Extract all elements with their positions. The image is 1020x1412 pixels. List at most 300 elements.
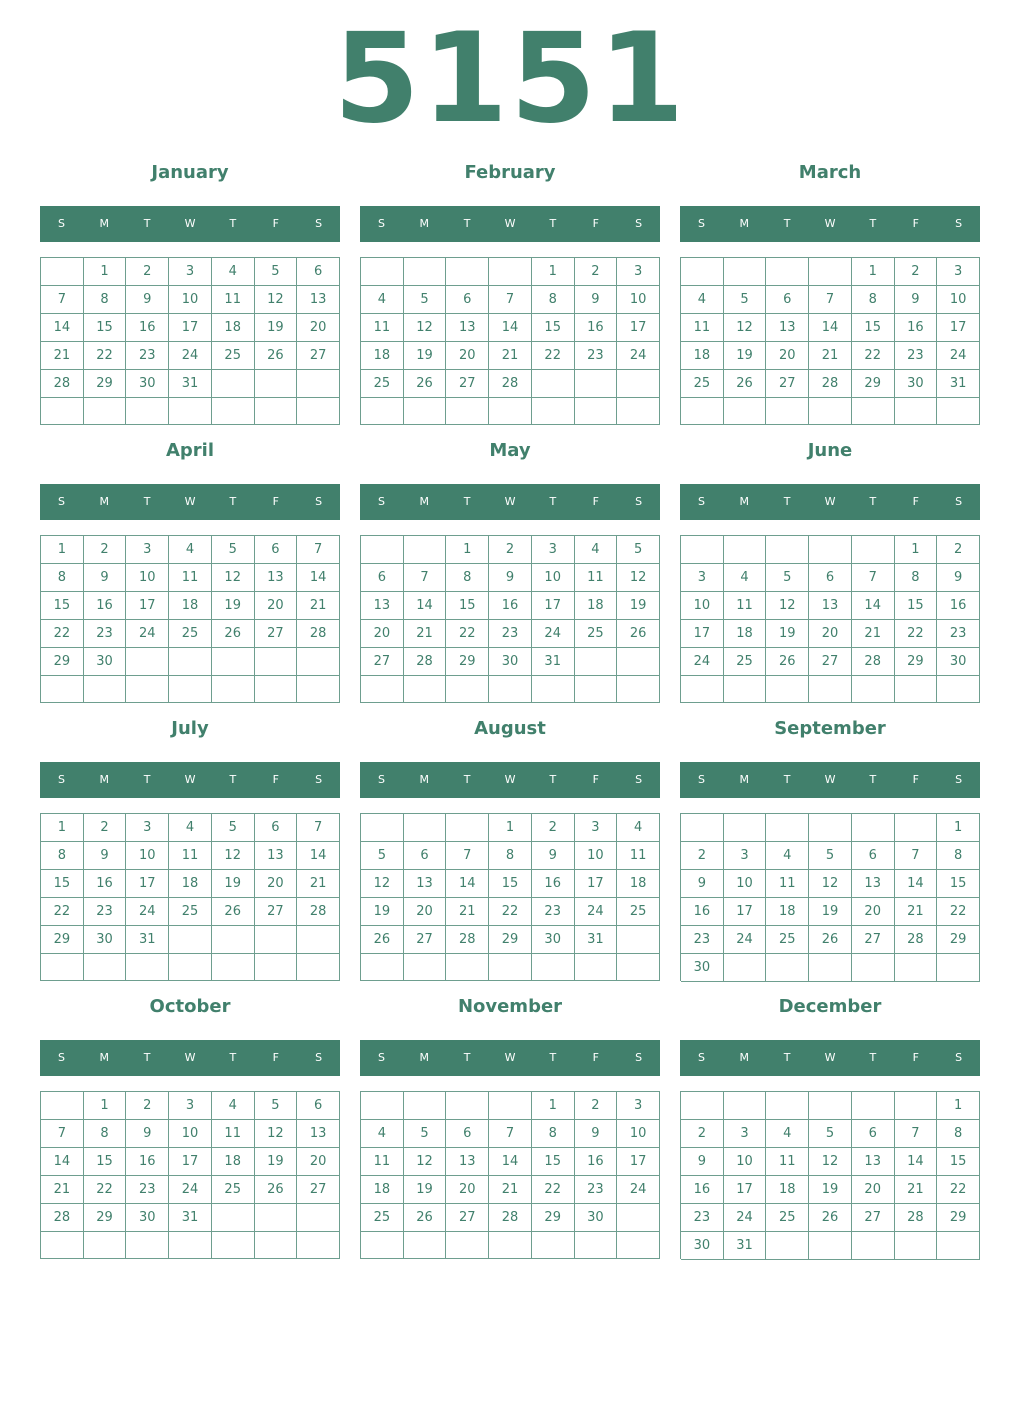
empty-day-cell — [212, 676, 255, 703]
empty-day-cell — [297, 370, 340, 398]
empty-day-cell — [126, 676, 169, 703]
day-cell: 9 — [489, 564, 532, 592]
day-cell: 6 — [297, 258, 340, 286]
day-cell: 21 — [404, 620, 447, 648]
day-cell: 6 — [255, 536, 298, 564]
month-name: July — [171, 718, 209, 739]
empty-day-cell — [361, 1232, 404, 1259]
day-cell: 12 — [809, 870, 852, 898]
day-cell: 17 — [937, 314, 980, 342]
empty-day-cell — [724, 536, 767, 564]
day-cell: 7 — [404, 564, 447, 592]
day-cell: 17 — [724, 1176, 767, 1204]
weekday-label: W — [824, 1051, 836, 1064]
empty-day-cell — [404, 676, 447, 703]
empty-day-cell — [617, 1232, 660, 1259]
empty-day-cell — [297, 648, 340, 676]
day-cell: 29 — [937, 926, 980, 954]
day-grid — [680, 1091, 980, 1259]
day-cell: 3 — [169, 1092, 212, 1120]
day-cell: 14 — [297, 564, 340, 592]
day-cell: 11 — [169, 564, 212, 592]
weekday-label: T — [229, 495, 237, 508]
day-cell: 4 — [724, 564, 767, 592]
day-cell: 21 — [489, 342, 532, 370]
day-cell: 17 — [126, 592, 169, 620]
weekday-label: F — [592, 1051, 599, 1064]
day-cell: 27 — [297, 342, 340, 370]
empty-day-cell — [255, 676, 298, 703]
day-cell: 25 — [361, 370, 404, 398]
weekday-label: S — [697, 217, 705, 230]
weekday-label: M — [739, 773, 750, 786]
day-cell: 12 — [361, 870, 404, 898]
empty-day-cell — [446, 676, 489, 703]
day-cell: 12 — [724, 314, 767, 342]
day-cell: 6 — [404, 842, 447, 870]
weekday-label: F — [592, 773, 599, 786]
day-cell: 22 — [852, 342, 895, 370]
day-cell: 4 — [617, 814, 660, 842]
weekday-label: S — [377, 495, 385, 508]
weekday-header — [40, 206, 340, 242]
day-cell: 12 — [255, 286, 298, 314]
weekday-label: F — [912, 773, 919, 786]
day-cell: 26 — [212, 620, 255, 648]
day-cell: 23 — [84, 620, 127, 648]
day-cell: 18 — [169, 592, 212, 620]
empty-day-cell — [575, 370, 618, 398]
day-cell: 1 — [446, 536, 489, 564]
empty-day-cell — [489, 398, 532, 425]
day-cell: 24 — [532, 620, 575, 648]
empty-day-cell — [575, 676, 618, 703]
day-cell: 26 — [809, 1204, 852, 1232]
day-cell: 23 — [575, 1176, 618, 1204]
weekday-label: M — [99, 1051, 110, 1064]
empty-day-cell — [617, 398, 660, 425]
weekday-label: M — [99, 773, 110, 786]
day-cell: 31 — [169, 1204, 212, 1232]
day-cell: 29 — [895, 648, 938, 676]
day-cell: 22 — [532, 342, 575, 370]
empty-day-cell — [766, 954, 809, 982]
empty-day-cell — [84, 1232, 127, 1259]
day-cell: 19 — [724, 342, 767, 370]
day-cell: 19 — [361, 898, 404, 926]
month-name: December — [778, 996, 882, 1017]
day-cell: 13 — [404, 870, 447, 898]
day-cell: 1 — [489, 814, 532, 842]
day-cell: 23 — [532, 898, 575, 926]
weekday-label: S — [697, 773, 705, 786]
empty-day-cell — [809, 676, 852, 703]
day-cell: 15 — [852, 314, 895, 342]
month-name: September — [774, 718, 886, 739]
day-cell: 1 — [84, 258, 127, 286]
empty-day-cell — [681, 536, 724, 564]
month-name: August — [474, 718, 546, 739]
day-cell: 3 — [724, 1120, 767, 1148]
empty-day-cell — [255, 398, 298, 425]
empty-day-cell — [255, 926, 298, 954]
day-cell: 11 — [212, 286, 255, 314]
day-cell: 20 — [297, 314, 340, 342]
weekday-label: T — [463, 217, 471, 230]
day-cell: 19 — [617, 592, 660, 620]
day-cell: 13 — [361, 592, 404, 620]
weekday-label: T — [783, 217, 791, 230]
day-cell: 9 — [126, 1120, 169, 1148]
day-cell: 10 — [126, 842, 169, 870]
weekday-header — [680, 762, 980, 798]
day-cell: 16 — [681, 898, 724, 926]
day-cell: 23 — [84, 898, 127, 926]
empty-day-cell — [617, 1204, 660, 1232]
day-cell: 29 — [41, 648, 84, 676]
weekday-label: M — [419, 495, 430, 508]
day-cell: 14 — [489, 314, 532, 342]
day-cell: 25 — [212, 1176, 255, 1204]
day-cell: 26 — [766, 648, 809, 676]
day-cell: 26 — [404, 1204, 447, 1232]
empty-day-cell — [895, 1232, 938, 1260]
day-cell: 9 — [575, 286, 618, 314]
month-name: April — [165, 440, 215, 461]
day-cell: 30 — [681, 954, 724, 982]
empty-day-cell — [446, 954, 489, 981]
weekday-label: M — [739, 1051, 750, 1064]
day-cell: 29 — [852, 370, 895, 398]
day-cell: 4 — [361, 1120, 404, 1148]
day-cell: 20 — [255, 592, 298, 620]
day-cell: 13 — [297, 1120, 340, 1148]
weekday-label: F — [272, 773, 279, 786]
day-cell: 11 — [361, 314, 404, 342]
empty-day-cell — [297, 926, 340, 954]
weekday-label: M — [739, 217, 750, 230]
weekday-label: S — [315, 495, 323, 508]
day-cell: 20 — [297, 1148, 340, 1176]
day-cell: 30 — [937, 648, 980, 676]
empty-day-cell — [617, 676, 660, 703]
day-cell: 18 — [169, 870, 212, 898]
weekday-label: M — [419, 217, 430, 230]
day-cell: 14 — [895, 1148, 938, 1176]
day-cell: 13 — [446, 314, 489, 342]
day-cell: 3 — [937, 258, 980, 286]
weekday-label: F — [592, 217, 599, 230]
day-cell: 22 — [84, 1176, 127, 1204]
day-cell: 6 — [852, 842, 895, 870]
empty-day-cell — [41, 1092, 84, 1120]
day-cell: 3 — [617, 258, 660, 286]
day-grid — [40, 1091, 340, 1259]
weekday-label: S — [635, 217, 643, 230]
empty-day-cell — [255, 370, 298, 398]
day-cell: 24 — [126, 898, 169, 926]
day-cell: 18 — [681, 342, 724, 370]
day-cell: 16 — [126, 314, 169, 342]
day-cell: 31 — [169, 370, 212, 398]
day-cell: 13 — [852, 870, 895, 898]
weekday-label: S — [377, 773, 385, 786]
day-cell: 8 — [937, 842, 980, 870]
day-cell: 13 — [255, 842, 298, 870]
day-cell: 22 — [895, 620, 938, 648]
day-cell: 2 — [575, 1092, 618, 1120]
day-cell: 29 — [532, 1204, 575, 1232]
empty-day-cell — [489, 676, 532, 703]
empty-day-cell — [532, 398, 575, 425]
day-cell: 16 — [489, 592, 532, 620]
day-cell: 25 — [766, 926, 809, 954]
day-cell: 19 — [212, 870, 255, 898]
empty-day-cell — [809, 398, 852, 425]
day-cell: 29 — [84, 1204, 127, 1232]
day-cell: 19 — [404, 1176, 447, 1204]
day-cell: 26 — [617, 620, 660, 648]
empty-day-cell — [532, 954, 575, 981]
day-cell: 24 — [575, 898, 618, 926]
day-cell: 27 — [852, 1204, 895, 1232]
weekday-label: T — [143, 495, 151, 508]
day-cell: 28 — [852, 648, 895, 676]
day-cell: 19 — [766, 620, 809, 648]
weekday-label: S — [955, 495, 963, 508]
day-cell: 31 — [126, 926, 169, 954]
day-cell: 12 — [404, 314, 447, 342]
day-cell: 3 — [126, 536, 169, 564]
day-cell: 25 — [361, 1204, 404, 1232]
day-cell: 4 — [169, 536, 212, 564]
day-cell: 10 — [532, 564, 575, 592]
day-cell: 28 — [446, 926, 489, 954]
day-cell: 29 — [937, 1204, 980, 1232]
empty-day-cell — [532, 676, 575, 703]
empty-day-cell — [297, 1204, 340, 1232]
day-cell: 18 — [575, 592, 618, 620]
empty-day-cell — [404, 954, 447, 981]
day-cell: 21 — [895, 898, 938, 926]
day-cell: 26 — [361, 926, 404, 954]
weekday-label: W — [824, 773, 836, 786]
day-cell: 22 — [41, 620, 84, 648]
day-cell: 18 — [766, 898, 809, 926]
day-cell: 22 — [41, 898, 84, 926]
day-cell: 28 — [895, 926, 938, 954]
day-cell: 28 — [404, 648, 447, 676]
weekday-label: T — [783, 773, 791, 786]
empty-day-cell — [766, 814, 809, 842]
day-cell: 12 — [212, 842, 255, 870]
empty-day-cell — [724, 954, 767, 982]
day-cell: 20 — [404, 898, 447, 926]
day-cell: 3 — [575, 814, 618, 842]
day-cell: 11 — [766, 1148, 809, 1176]
day-cell: 8 — [852, 286, 895, 314]
weekday-label: S — [57, 1051, 65, 1064]
day-cell: 21 — [297, 592, 340, 620]
day-cell: 3 — [724, 842, 767, 870]
empty-day-cell — [212, 370, 255, 398]
day-cell: 15 — [41, 592, 84, 620]
day-cell: 21 — [852, 620, 895, 648]
weekday-label: S — [57, 495, 65, 508]
empty-day-cell — [126, 954, 169, 981]
empty-day-cell — [126, 1232, 169, 1259]
day-cell: 17 — [126, 870, 169, 898]
day-cell: 28 — [297, 898, 340, 926]
day-cell: 18 — [766, 1176, 809, 1204]
month-name: May — [489, 440, 531, 461]
empty-day-cell — [681, 814, 724, 842]
empty-day-cell — [446, 1232, 489, 1259]
empty-day-cell — [575, 398, 618, 425]
day-cell: 1 — [937, 814, 980, 842]
day-cell: 16 — [937, 592, 980, 620]
day-cell: 20 — [446, 1176, 489, 1204]
empty-day-cell — [361, 954, 404, 981]
day-cell: 25 — [617, 898, 660, 926]
empty-day-cell — [41, 676, 84, 703]
day-cell: 15 — [446, 592, 489, 620]
day-cell: 25 — [724, 648, 767, 676]
day-cell: 14 — [895, 870, 938, 898]
day-cell: 27 — [255, 620, 298, 648]
empty-day-cell — [126, 398, 169, 425]
day-grid — [680, 257, 980, 425]
day-cell: 3 — [169, 258, 212, 286]
day-cell: 9 — [84, 564, 127, 592]
day-cell: 23 — [895, 342, 938, 370]
day-cell: 21 — [446, 898, 489, 926]
empty-day-cell — [361, 398, 404, 425]
day-cell: 17 — [169, 314, 212, 342]
day-cell: 3 — [126, 814, 169, 842]
day-cell: 16 — [84, 870, 127, 898]
weekday-label: T — [143, 1051, 151, 1064]
day-cell: 11 — [575, 564, 618, 592]
day-cell: 24 — [169, 342, 212, 370]
day-cell: 10 — [617, 1120, 660, 1148]
day-cell: 7 — [489, 1120, 532, 1148]
day-cell: 14 — [489, 1148, 532, 1176]
empty-day-cell — [169, 648, 212, 676]
day-cell: 7 — [852, 564, 895, 592]
day-cell: 9 — [681, 870, 724, 898]
empty-day-cell — [404, 258, 447, 286]
empty-day-cell — [255, 1204, 298, 1232]
day-cell: 15 — [41, 870, 84, 898]
day-cell: 28 — [489, 370, 532, 398]
day-cell: 27 — [446, 1204, 489, 1232]
day-cell: 7 — [446, 842, 489, 870]
empty-day-cell — [809, 536, 852, 564]
empty-day-cell — [852, 398, 895, 425]
empty-day-cell — [532, 1232, 575, 1259]
day-cell: 18 — [617, 870, 660, 898]
day-cell: 4 — [361, 286, 404, 314]
day-cell: 1 — [41, 536, 84, 564]
day-cell: 28 — [297, 620, 340, 648]
weekday-label: S — [315, 773, 323, 786]
empty-day-cell — [255, 1232, 298, 1259]
empty-day-cell — [681, 676, 724, 703]
empty-day-cell — [361, 536, 404, 564]
day-cell: 22 — [532, 1176, 575, 1204]
day-cell: 30 — [681, 1232, 724, 1260]
day-cell: 4 — [766, 842, 809, 870]
empty-day-cell — [937, 1232, 980, 1260]
weekday-label: T — [783, 495, 791, 508]
empty-day-cell — [84, 676, 127, 703]
weekday-header — [40, 484, 340, 520]
empty-day-cell — [212, 926, 255, 954]
empty-day-cell — [895, 1092, 938, 1120]
weekday-header — [680, 1040, 980, 1076]
day-cell: 2 — [681, 1120, 724, 1148]
weekday-label: T — [143, 773, 151, 786]
day-cell: 23 — [681, 926, 724, 954]
day-cell: 1 — [852, 258, 895, 286]
day-cell: 20 — [852, 898, 895, 926]
weekday-header — [680, 206, 980, 242]
day-cell: 12 — [766, 592, 809, 620]
day-cell: 24 — [126, 620, 169, 648]
day-cell: 7 — [895, 1120, 938, 1148]
day-cell: 3 — [532, 536, 575, 564]
empty-day-cell — [489, 258, 532, 286]
weekday-label: T — [229, 1051, 237, 1064]
day-cell: 10 — [681, 592, 724, 620]
day-cell: 19 — [255, 314, 298, 342]
day-cell: 30 — [895, 370, 938, 398]
weekday-label: T — [463, 495, 471, 508]
day-cell: 5 — [617, 536, 660, 564]
empty-day-cell — [404, 1232, 447, 1259]
weekday-label: S — [315, 217, 323, 230]
day-cell: 4 — [212, 258, 255, 286]
day-cell: 10 — [724, 870, 767, 898]
empty-day-cell — [404, 536, 447, 564]
empty-day-cell — [724, 398, 767, 425]
day-cell: 15 — [532, 314, 575, 342]
year-title: 5151 — [333, 7, 687, 151]
day-cell: 14 — [809, 314, 852, 342]
day-cell: 18 — [724, 620, 767, 648]
day-cell: 5 — [361, 842, 404, 870]
day-cell: 13 — [446, 1148, 489, 1176]
day-cell: 20 — [446, 342, 489, 370]
empty-day-cell — [169, 954, 212, 981]
day-cell: 10 — [617, 286, 660, 314]
weekday-label: W — [184, 495, 196, 508]
weekday-label: M — [99, 495, 110, 508]
day-cell: 11 — [617, 842, 660, 870]
day-cell: 29 — [41, 926, 84, 954]
day-cell: 13 — [852, 1148, 895, 1176]
day-cell: 2 — [575, 258, 618, 286]
day-grid — [360, 535, 660, 703]
day-cell: 8 — [84, 286, 127, 314]
day-cell: 24 — [937, 342, 980, 370]
weekday-label: F — [272, 495, 279, 508]
month-name: January — [151, 162, 229, 183]
day-cell: 11 — [169, 842, 212, 870]
weekday-label: S — [955, 773, 963, 786]
day-cell: 24 — [681, 648, 724, 676]
